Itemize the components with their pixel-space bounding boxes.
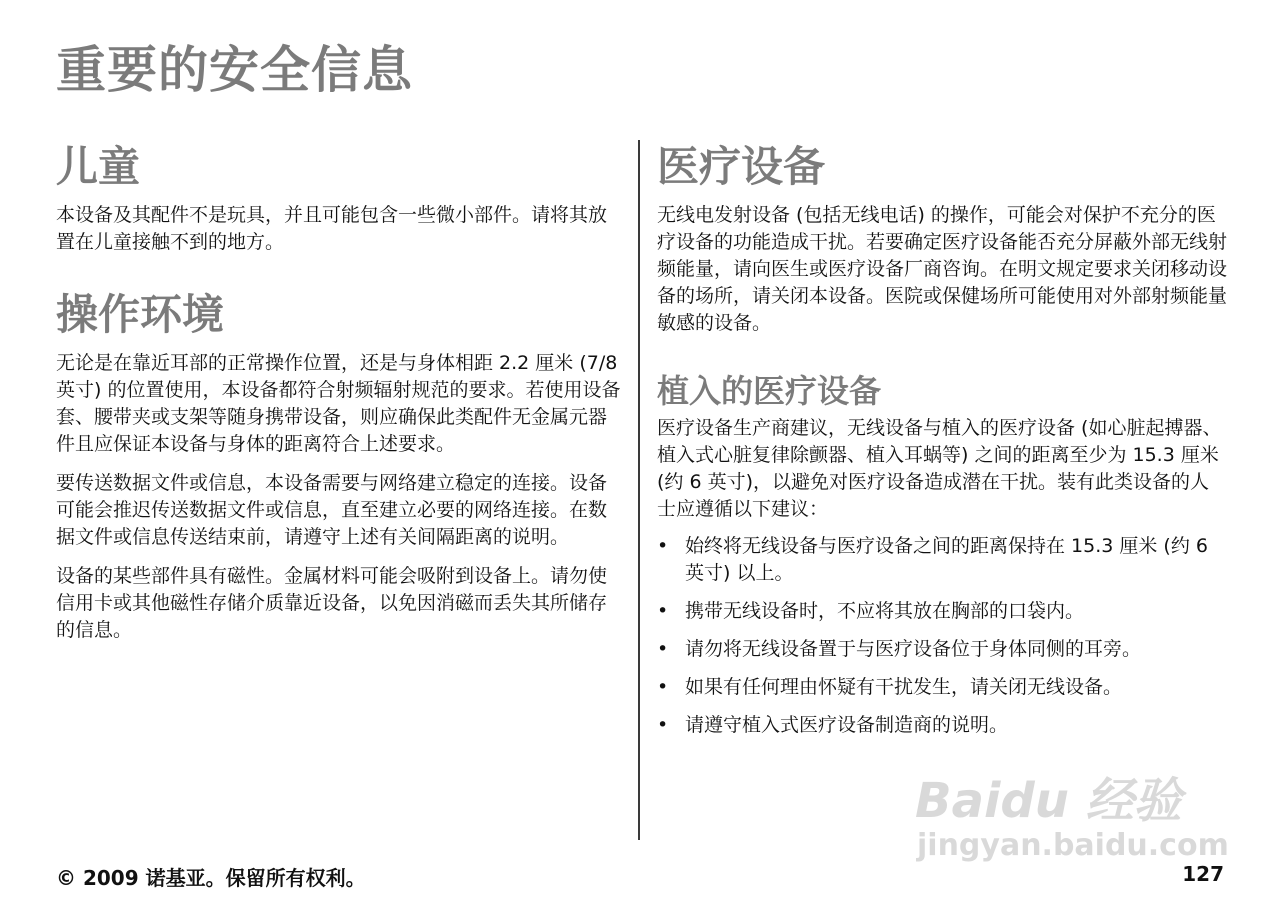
- page-number: 127: [1182, 862, 1224, 886]
- list-item: [657, 636, 1227, 663]
- page-title: 重要的安全信息: [56, 41, 413, 99]
- children-paragraph: 本设备及其配件不是玩具，并且可能包含一些微小部件。请将其放置在儿童接触不到的地方。: [56, 204, 608, 253]
- implanted-recommendations-list: [657, 533, 1227, 739]
- environment-paragraph-3: 设备的某些部件具有磁性。金属材料可能会吸附到设备上。请勿使信用卡或其他磁性存储介质靠近设备，以免因消磁而丢失其所储存的信息。: [56, 565, 608, 641]
- list-item: [657, 712, 1227, 739]
- list-item: [657, 674, 1227, 701]
- section-heading-operating-environment: 操作环境: [56, 290, 225, 339]
- bullet-icon: •: [657, 638, 669, 660]
- environment-paragraph-1: 无论是在靠近耳部的正常操作位置，还是与身体相距 2.2 厘米 (7/8 英寸) 的位置使用，本设备都符合射频辐射规范的要求。若使用设备套、腰带夹或支架等随身携带设备，则应确保此类配件无金属元器件且应保证本设备与身体的距离符合上述要求。: [56, 352, 621, 455]
- list-item-text: 携带无线设备时，不应将其放在胸部的口袋内。: [685, 600, 1085, 622]
- bullet-icon: •: [657, 600, 669, 622]
- left-column: [56, 138, 622, 644]
- section-heading-implanted-medical-devices: 植入的医疗设备: [657, 372, 882, 410]
- column-divider: [638, 140, 640, 840]
- watermark-url: jingyan.baidu.com: [917, 828, 1229, 863]
- environment-paragraph-2: 要传送数据文件或信息，本设备需要与网络建立稳定的连接。设备可能会推迟传送数据文件或信息，直至建立必要的网络连接。在数据文件或信息传送结束前，请遵守上述有关间隔距离的说明。: [56, 472, 608, 548]
- section-heading-medical-devices: 医疗设备: [657, 142, 826, 191]
- list-item-text: 如果有任何理由怀疑有干扰发生，请关闭无线设备。: [685, 676, 1123, 698]
- section-heading-children: 儿童: [56, 142, 141, 191]
- list-item: [657, 533, 1227, 587]
- list-item: [657, 598, 1227, 625]
- right-column: [657, 138, 1227, 750]
- medical-paragraph: 无线电发射设备 (包括无线电话) 的操作，可能会对保护不充分的医疗设备的功能造成干扰。若要确定医疗设备能否充分屏蔽外部无线射频能量，请向医生或医疗设备厂商咨询。在明文规定要求关闭移动设备的场所，请关闭本设备。医院或保健场所可能使用对外部射频能量敏感的设备。: [657, 204, 1228, 334]
- bullet-icon: •: [657, 714, 669, 736]
- watermark-logo: Baidu 经验: [915, 773, 1182, 829]
- list-item-text: 请遵守植入式医疗设备制造商的说明。: [685, 714, 1009, 736]
- bullet-icon: •: [657, 676, 669, 698]
- list-item-text: 始终将无线设备与医疗设备之间的距离保持在 15.3 厘米 (约 6 英寸) 以上。: [685, 535, 1208, 584]
- list-item-text: 请勿将无线设备置于与医疗设备位于身体同侧的耳旁。: [685, 638, 1142, 660]
- bullet-icon: •: [657, 535, 669, 557]
- footer-copyright: © 2009 诺基亚。保留所有权利。: [56, 866, 366, 890]
- implanted-paragraph: 医疗设备生产商建议，无线设备与植入的医疗设备 (如心脏起搏器、植入式心脏复律除颤器、植入耳蜗等) 之间的距离至少为 15.3 厘米 (约 6 英寸)，以避免对医疗设备造成潜在干扰。装有此类设备的人士应遵循以下建议：: [657, 417, 1222, 520]
